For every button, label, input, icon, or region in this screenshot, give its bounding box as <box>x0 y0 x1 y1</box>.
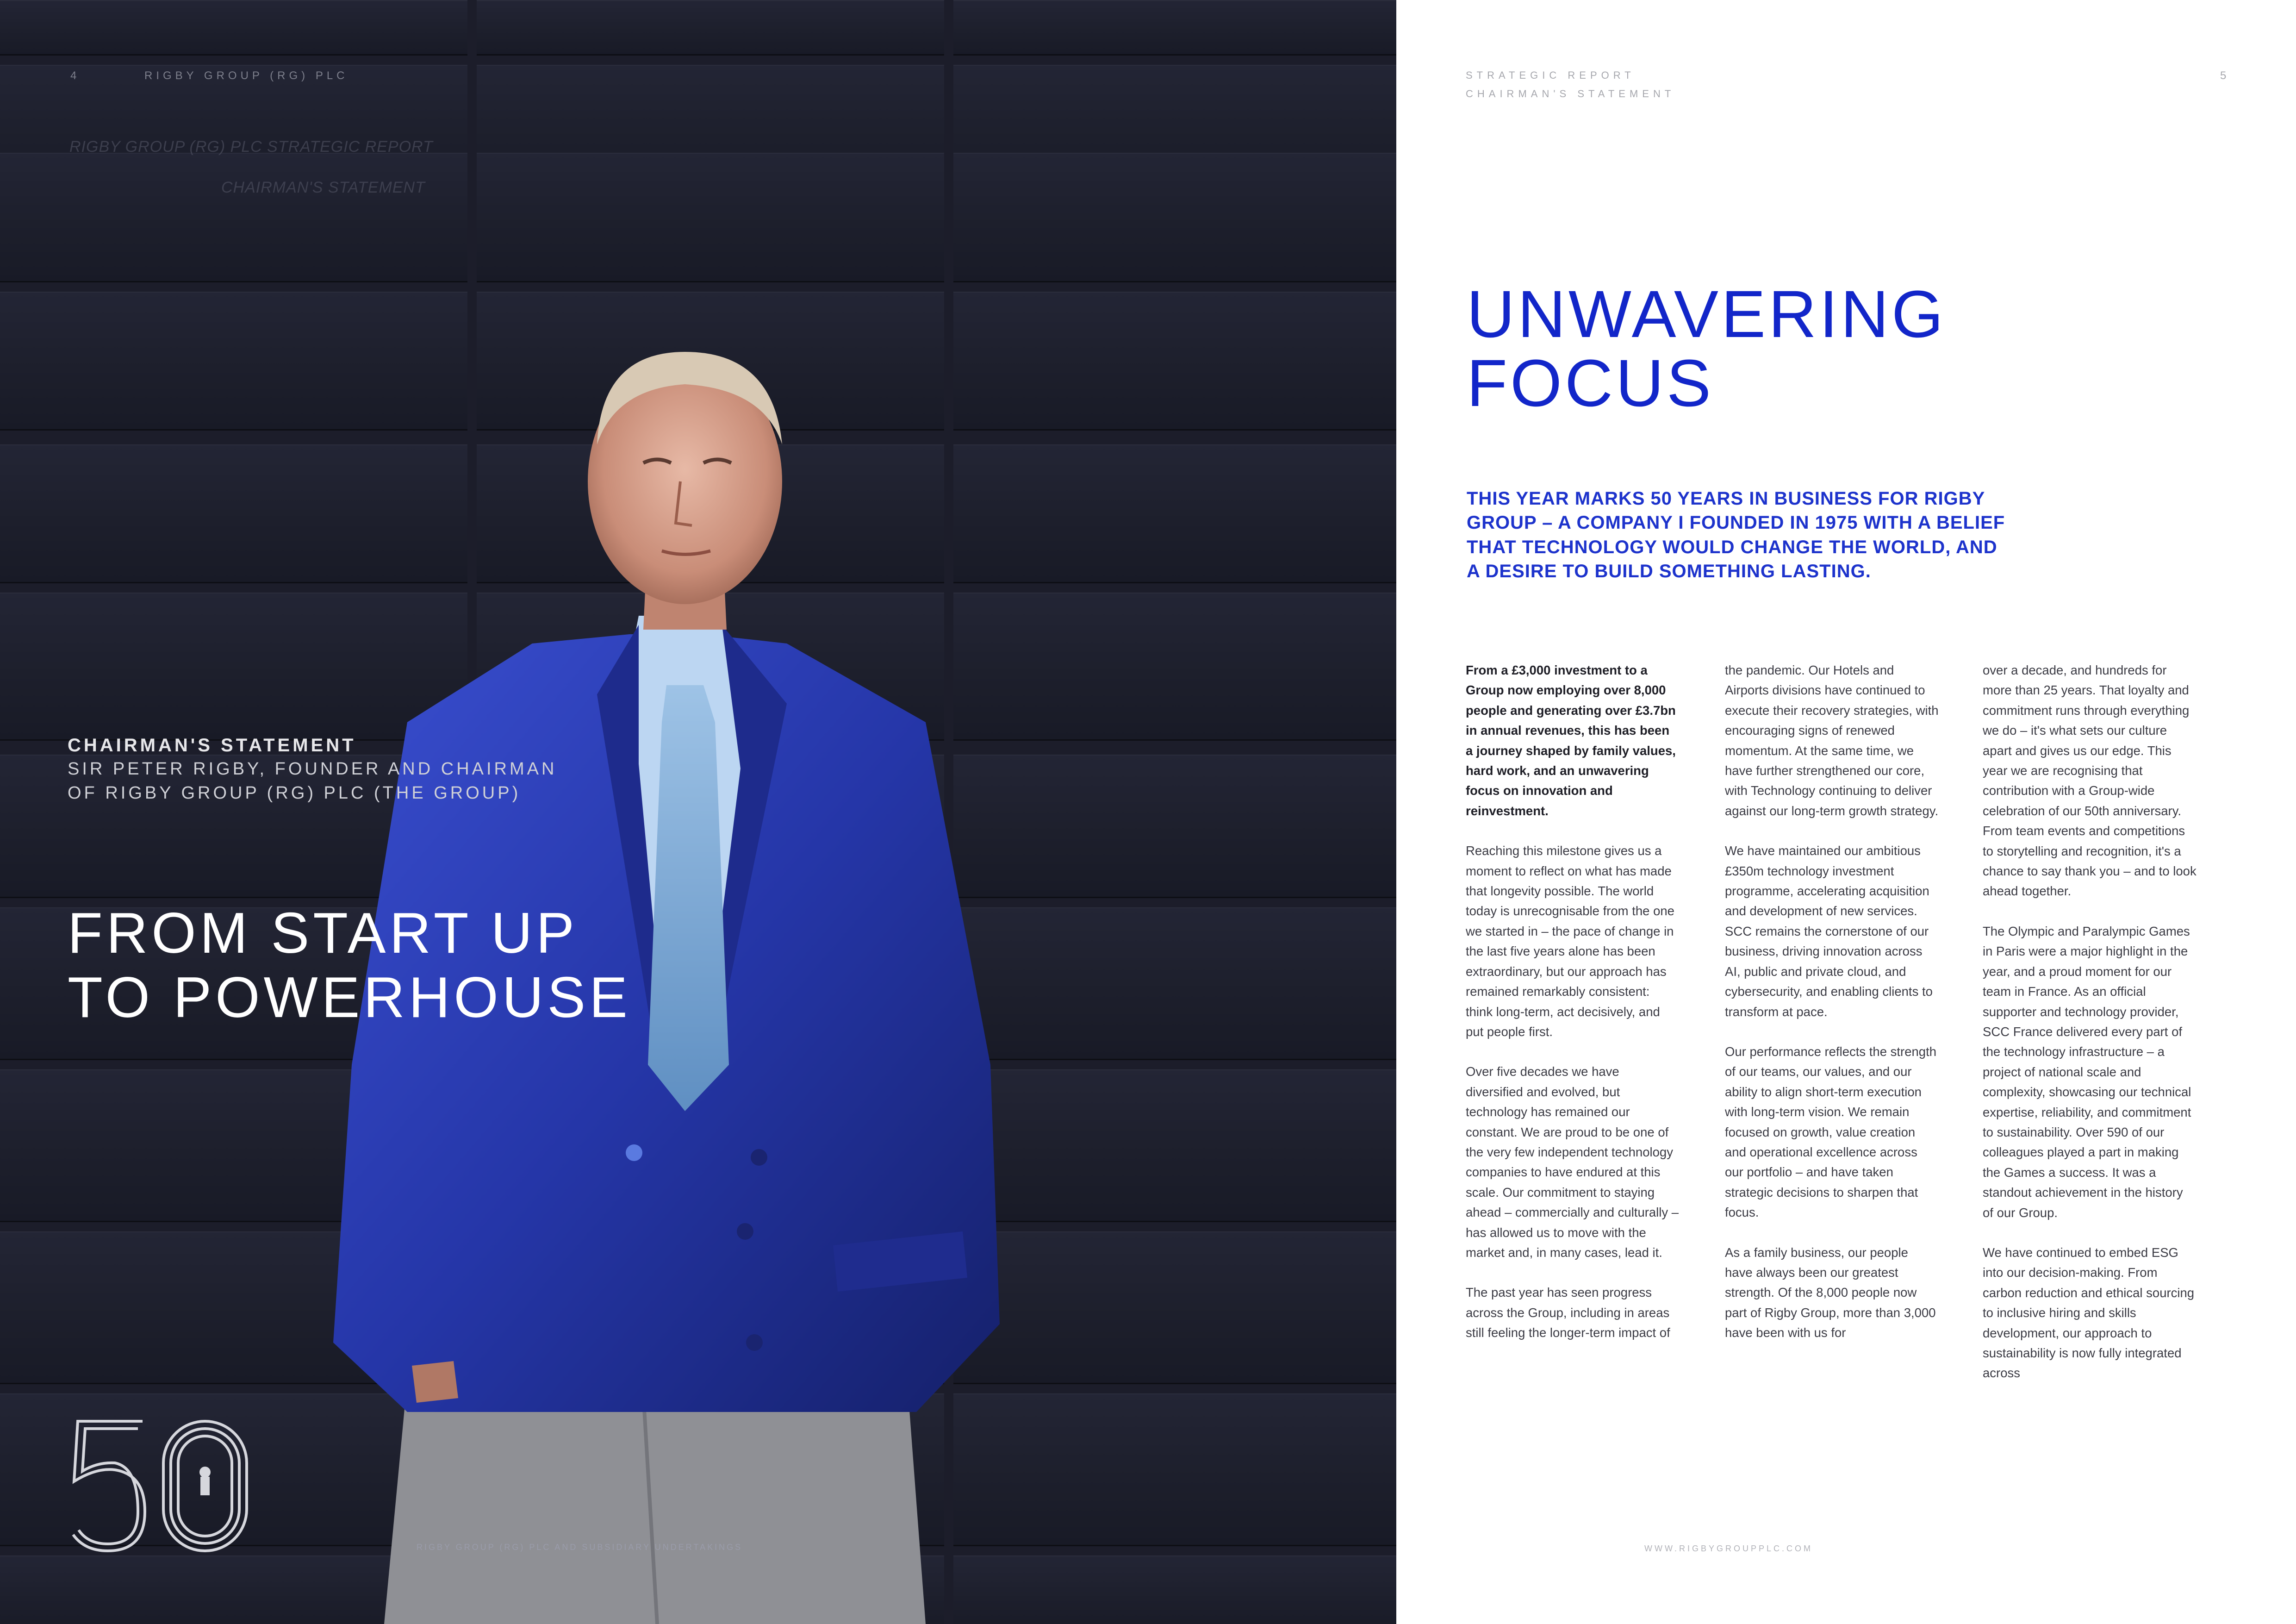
subsection-header: CHAIRMAN'S STATEMENT <box>1466 88 1675 100</box>
body-column <box>1466 660 1680 1363</box>
lead-paragraph: From a £3,000 investment to a Group now employing over 8,000 people and generating over £3.7bn in annual revenues, this has been a journey shaped by family values, hard work, and an unwavering focus on innovation and reinvestment. <box>1466 663 1676 818</box>
body-column <box>1983 660 2196 1403</box>
body-paragraph: the pandemic. Our Hotels and Airports divisions have continued to execute their recovery strategies, with encouraging signs of renewed momentum. At the same time, we have further strengthened our core, with Technology continuing to deliver against our long-term growth strategy. <box>1725 663 1939 818</box>
hero-heading: FROM START UP <box>68 901 578 965</box>
body-paragraph: We have continued to embed ESG into our decision-making. From carbon reduction and ethical sourcing to inclusive hiring and skills development, our approach to sustainability is now fully integrated across <box>1983 1245 2195 1380</box>
right-page <box>1396 0 2296 1624</box>
page-title: UNWAVERING <box>1467 277 1947 351</box>
page-number: 4 <box>70 69 81 82</box>
section-header: STRATEGIC REPORT <box>1466 69 1635 81</box>
body-paragraph: Reaching this milestone gives us a moment to reflect on what has made that longevity possible. The world today is unrecognisable from the one we started in – the pace of change in the last five years alone has been extraordinary, but our approach has remained remarkably consistent: think long-term, act decisively, and put people first. <box>1466 843 1674 1039</box>
body-paragraph: Our performance reflects the strength of our teams, our values, and our ability to align short-term execution with long-term vision. We remain focused on growth, value creation and operational excellence across our portfolio – and have taken strategic decisions to sharpen that focus. <box>1725 1044 1937 1220</box>
byline: OF RIGBY GROUP (RG) PLC (THE GROUP) <box>68 783 521 803</box>
intro-line: A DESIRE TO BUILD SOMETHING LASTING. <box>1467 561 1871 581</box>
footer-url: WWW.RIGBYGROUPPLC.COM <box>1644 1544 1813 1553</box>
body-paragraph: Over five decades we have diversified and evolved, but technology has remained our constant. We are proud to be one of the very few independent technology companies to have endured at this scale. Our commitment to staying ahead – commercially and culturally – has allowed us to move with the market and, in many cases, lead it. <box>1466 1064 1679 1260</box>
byline: SIR PETER RIGBY, FOUNDER AND CHAIRMAN <box>68 759 557 779</box>
anniversary-logo <box>64 1412 258 1560</box>
ghost-text-line: CHAIRMAN'S STATEMENT <box>221 179 425 196</box>
intro-line: THAT TECHNOLOGY WOULD CHANGE THE WORLD, AND <box>1467 537 1997 557</box>
page-number: 5 <box>2220 69 2227 82</box>
body-paragraph: We have maintained our ambitious £350m technology investment programme, accelerating acquisition and development of new services. SCC remains the cornerstone of our business, driving innovation across AI, public and private cloud, and cybersecurity, and enabling clients to transform at pace. <box>1725 843 1933 1019</box>
body-paragraph: The past year has seen progress across the Group, including in areas still feeling the longer-term impact of <box>1466 1285 1670 1340</box>
intro-line: THIS YEAR MARKS 50 YEARS IN BUSINESS FOR RIGBY <box>1467 488 1985 509</box>
hero-heading: TO POWERHOUSE <box>68 966 631 1030</box>
body-paragraph: As a family business, our people have always been our greatest strength. Of the 8,000 people now part of Rigby Group, more than 3,000 have been with us for <box>1725 1245 1936 1340</box>
page-title: FOCUS <box>1467 346 1714 420</box>
footer-note: RIGBY GROUP (RG) PLC AND SUBSIDIARY UNDERTAKINGS <box>417 1543 743 1552</box>
body-paragraph: over a decade, and hundreds for more than 25 years. That loyalty and commitment runs through everything we do – it's what sets our culture apart and gives us our edge. This year we are recognising that contribution with a Group-wide celebration of our 50th anniversary. From team events and competitions to storytelling and recognition, it's a chance to say thank you – and to look ahead together. <box>1983 663 2196 899</box>
body-column <box>1725 660 1939 1363</box>
running-title: RIGBY GROUP (RG) PLC <box>144 69 348 82</box>
section-label: CHAIRMAN'S STATEMENT <box>68 735 356 756</box>
body-paragraph: The Olympic and Paralympic Games in Paris were a major highlight in the year, and a proud moment for our team in France. As an official supporter and technology provider, SCC France delivered every part of the technology infrastructure – a project of national scale and complexity, showcasing our technical expertise, reliability, and commitment to sustainability. Over 590 of our colleagues played a part in making the Games a success. It was a standout achievement in the history of our Group. <box>1983 924 2191 1220</box>
intro-line: GROUP – A COMPANY I FOUNDED IN 1975 WITH A BELIEF <box>1467 512 2005 533</box>
ghost-text-line: RIGBY GROUP (RG) PLC STRATEGIC REPORT <box>69 138 433 156</box>
